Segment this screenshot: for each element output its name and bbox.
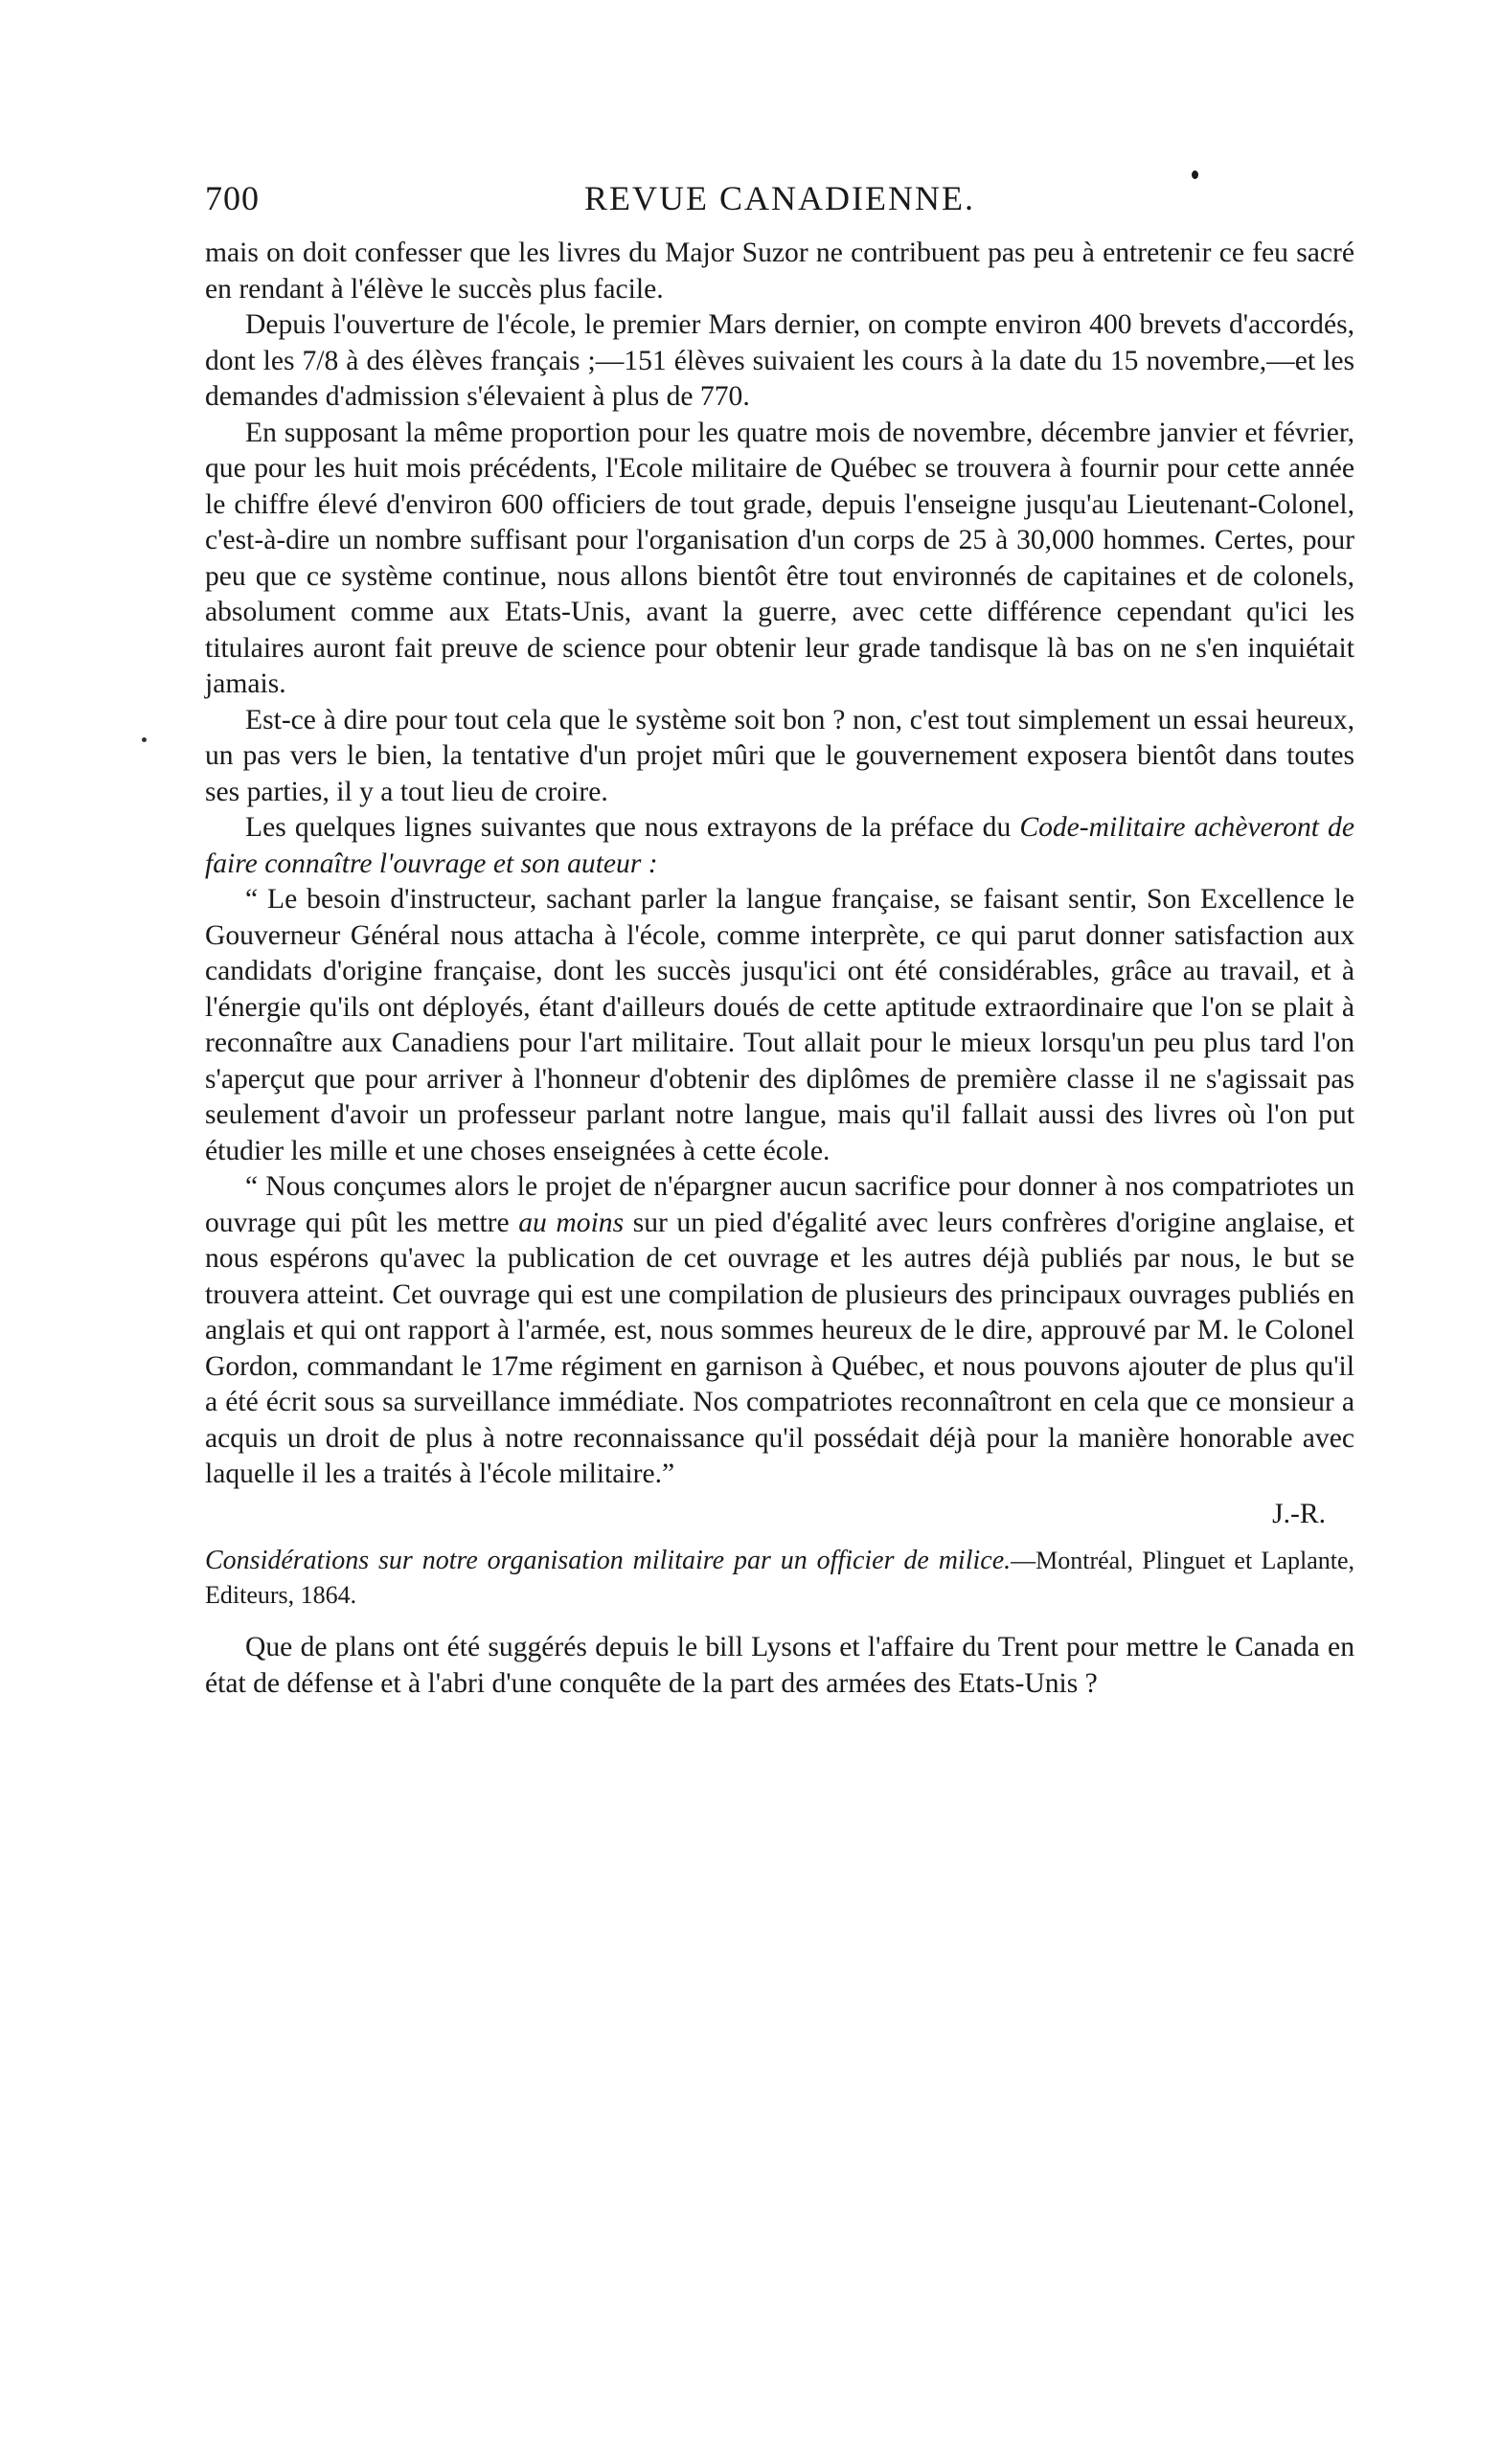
paragraph-4 <box>205 703 1354 811</box>
citation-imprint: —Montréal, Plinguet et Laplante, Editeurs, 1864. <box>205 1547 1355 1609</box>
quote-paragraph-1: “ Le besoin d'instructeur, sachant parler la langue française, se faisant sentir, Son Excellence le Gouverneur Général nous attacha à l'école, comme interprète, ce qui parut donner satisfaction aux candidats d'origine française, dont les succès jusqu'ici ont été considérables, grâce au travail, et à l'énergie qu'ils ont déployés, étant d'ailleurs doués de cette aptitude extraordinaire que l'on se plait à reconnaître aux Canadiens pour l'art militaire. Tout allait pour le mieux lorsqu'un peu plus tard l'on s'aperçut que pour arriver à l'honneur d'obtenir des diplômes de première classe il ne s'agissait pas seulement d'avoir un professeur parlant notre langue, mais qu'il fallait aussi des livres où l'on put étudier les mille et une choses enseignées à cette école. <box>205 884 1354 1166</box>
quote-2-start: “ Nous conçumes alors le projet de n'épargner aucun sacrifice pour donner à nos compatriotes un ouvrage qui pût les mettre <box>205 1171 1354 1238</box>
quote-paragraph-2 <box>205 1169 1354 1493</box>
paragraph-5-end: achèveront de faire connaître l'ouvrage et son auteur : <box>205 812 1354 879</box>
article-body <box>205 236 1354 1702</box>
signature: J.-R. <box>1272 1498 1326 1529</box>
paragraph-5-start: Les quelques lignes suivantes que nous extrayons de la préface du <box>245 812 1020 843</box>
page-number: 700 <box>205 179 260 217</box>
paragraph-4-text: Est-ce à dire pour tout cela que le système soit bon ? non, c'est tout simplement un essai heureux, un pas vers le bien, la tentative d'un projet mûri que le gouvernement exposera bientôt dans toutes ses parties, il y a tout lieu de croire. <box>205 704 1354 807</box>
quote-2-end: sur un pied d'égalité avec leurs confrères d'origine anglaise, et nous espérons qu'avec la publication de cet ouvrage et les autres déjà publiés par nous, le but se trouvera atteint. Cet ouvrage qui est une compilation de plusieurs des principaux ouvrages publiés en anglais et qui ont rapport à l'armée, est, nous sommes heureux de le dire, approuvé par M. le Colonel Gordon, commandant le 17me régiment en garnison à Québec, et nous pouvons ajouter de plus qu'il a été écrit sous sa surveillance immédiate. Nos compatriotes reconnaîtront en cela que ce monsieur a acquis un droit de plus à notre reconnaissance qu'il possédait déjà pour la manière honorable avec laquelle il les a traités à l'école militaire.” <box>205 1207 1354 1489</box>
page <box>205 178 1354 1702</box>
paragraph-3: En supposant la même proportion pour les quatre mois de novembre, décembre janvier et février, que pour les huit mois précédents, l'Ecole militaire de Québec se trouvera à fournir pour cette année le chiffre élevé d'environ 600 officiers de tout grade, depuis l'enseigne jusqu'au Lieutenant-Colonel, c'est-à-dire un nombre suffisant pour l'organisation d'un corps de 25 à 30,000 hommes. Certes, pour peu que ce système continue, nous allons bientôt être tout environnés de capitaines et de colonels, absolument comme aux Etats-Unis, avant la guerre, avec cette différence cependant qu'ici les titulaires auront fait preuve de science pour obtenir leur grade tandisque là bas on ne s'en inquiétait jamais. <box>205 417 1354 699</box>
paragraph-5 <box>205 810 1354 882</box>
book-citation <box>205 1544 1354 1613</box>
running-title: REVUE CANADIENNE. <box>584 179 975 217</box>
code-militaire-title: Code-militaire <box>1019 812 1186 843</box>
quote-2-emphasis: au moins <box>518 1207 625 1238</box>
margin-mark <box>142 737 147 742</box>
paragraph-8: Que de plans ont été suggérés depuis le bill Lysons et l'affaire du Trent pour mettre le Canada en état de défense et à l'abri d'une conquête de la part des armées des Etats-Unis ? <box>205 1632 1354 1699</box>
paragraph-1: mais on doit confesser que les livres du Major Suzor ne contribuent pas peu à entretenir ce feu sacré en rendant à l'élève le succès plus facile. <box>205 237 1354 305</box>
print-dot-mark <box>1192 170 1198 179</box>
paragraph-2: Depuis l'ouverture de l'école, le premier Mars dernier, on compte environ 400 brevets d'accordés, dont les 7/8 à des élèves français ;—151 élèves suivaient les cours à la date du 15 novembre,—et les demandes d'admission s'élevaient à plus de 770. <box>205 309 1354 412</box>
citation-title: Considérations sur notre organisation militaire par un officier de milice. <box>205 1546 1012 1575</box>
running-head <box>205 178 1354 236</box>
